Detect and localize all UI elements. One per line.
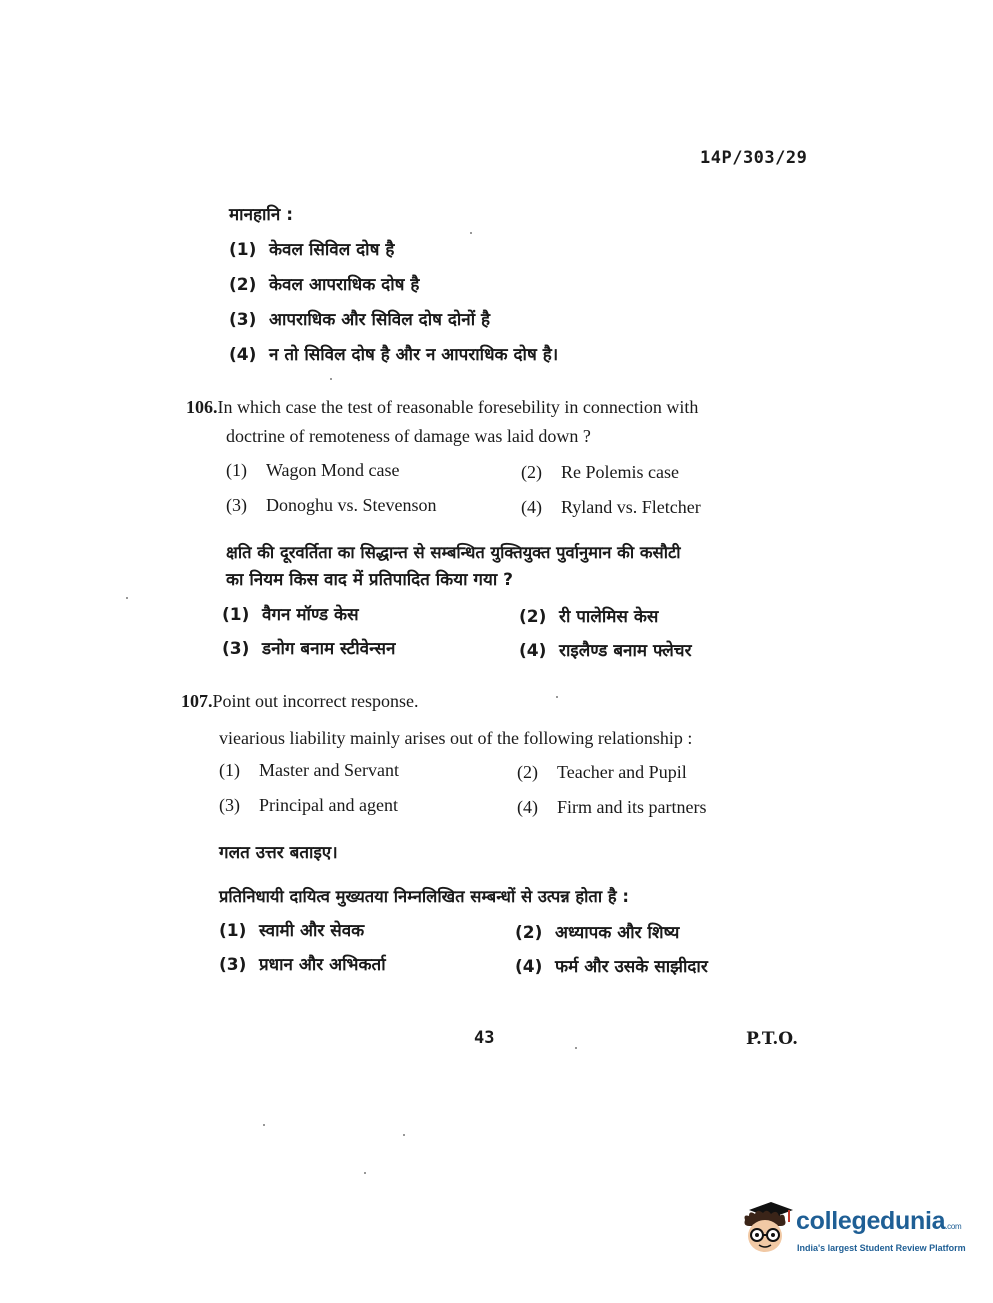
paper-code: 14P/303/29 [700, 148, 808, 168]
q107-hindi-option-4: (4) फर्म और उसके साझीदार [515, 957, 708, 977]
q106-stem-line-1: 106.In which case the test of reasonable foresebility in connection with [186, 397, 699, 417]
scan-speck [330, 378, 332, 380]
q105-hindi-stem: मानहानि : [229, 205, 293, 225]
scan-speck [556, 696, 558, 698]
collegedunia-brand: collegedunia.com [796, 1207, 962, 1235]
q107-hindi-option-3: (3) प्रधान और अभिकर्ता [219, 955, 386, 975]
page-number: 43 [474, 1028, 495, 1048]
q106-hindi-option-3: (3) डनोग बनाम स्टीवेन्सन [222, 639, 396, 659]
q106-hindi-line-1: क्षति की दूरवर्तिता का सिद्धान्त से सम्बन्धित युक्तियुक्त पुर्वानुमान की कसौटी [226, 543, 681, 562]
q106-option-3: (3) Donoghu vs. Stevenson [226, 495, 437, 515]
q107-hindi-option-1: (1) स्वामी और सेवक [219, 921, 365, 941]
q106-hindi-option-2: (2) री पालेमिस केस [519, 607, 659, 627]
q107-stem: 107.Point out incorrect response. [181, 691, 419, 711]
q106-option-2: (2) Re Polemis case [521, 462, 679, 482]
scan-speck [403, 1134, 405, 1136]
q107-hindi-stem: गलत उत्तर बताइए। [219, 843, 338, 863]
scan-speck [126, 597, 128, 599]
q105-hindi-option-3: (3) आपराधिक और सिविल दोष दोनों है [229, 310, 491, 330]
q105-hindi-option-1: (1) केवल सिविल दोष है [229, 240, 395, 260]
q106-hindi-line-2: का नियम किस वाद में प्रतिपादित किया गया ? [226, 570, 514, 590]
q107-hindi-sub-stem: प्रतिनिधायी दायित्व मुख्यतया निम्नलिखित सम्बन्धों से उत्पन्न होता है : [219, 887, 629, 906]
q105-hindi-option-2: (2) केवल आपराधिक दोष है [229, 275, 420, 295]
q107-option-1: (1) Master and Servant [219, 760, 399, 780]
q107-option-4: (4) Firm and its partners [517, 797, 707, 817]
q107-hindi-option-2: (2) अध्यापक और शिष्य [515, 923, 680, 943]
scan-speck [263, 1124, 265, 1126]
scan-speck [575, 1047, 577, 1049]
q106-option-1: (1) Wagon Mond case [226, 460, 400, 480]
q106-hindi-option-1: (1) वैगन मॉण्ड केस [222, 605, 359, 625]
collegedunia-tagline: India's largest Student Review Platform [797, 1243, 966, 1253]
q107-sub-stem: viearious liability mainly arises out of the following relationship : [219, 728, 693, 748]
q106-number: 106. [186, 397, 218, 417]
q106-stem-line-2: doctrine of remoteness of damage was laid down ? [226, 426, 591, 446]
pto-label: P.T.O. [746, 1029, 798, 1049]
scan-speck [364, 1172, 366, 1174]
q105-hindi-option-4: (4) न तो सिविल दोष है और न आपराधिक दोष है। [229, 345, 559, 365]
q107-option-2: (2) Teacher and Pupil [517, 762, 687, 782]
scan-speck [470, 232, 472, 234]
q106-option-4: (4) Ryland vs. Fletcher [521, 497, 701, 517]
q107-number: 107. [181, 691, 213, 711]
q107-option-3: (3) Principal and agent [219, 795, 398, 815]
q106-hindi-option-4: (4) राइलैण्ड बनाम फ्लेचर [519, 641, 692, 661]
